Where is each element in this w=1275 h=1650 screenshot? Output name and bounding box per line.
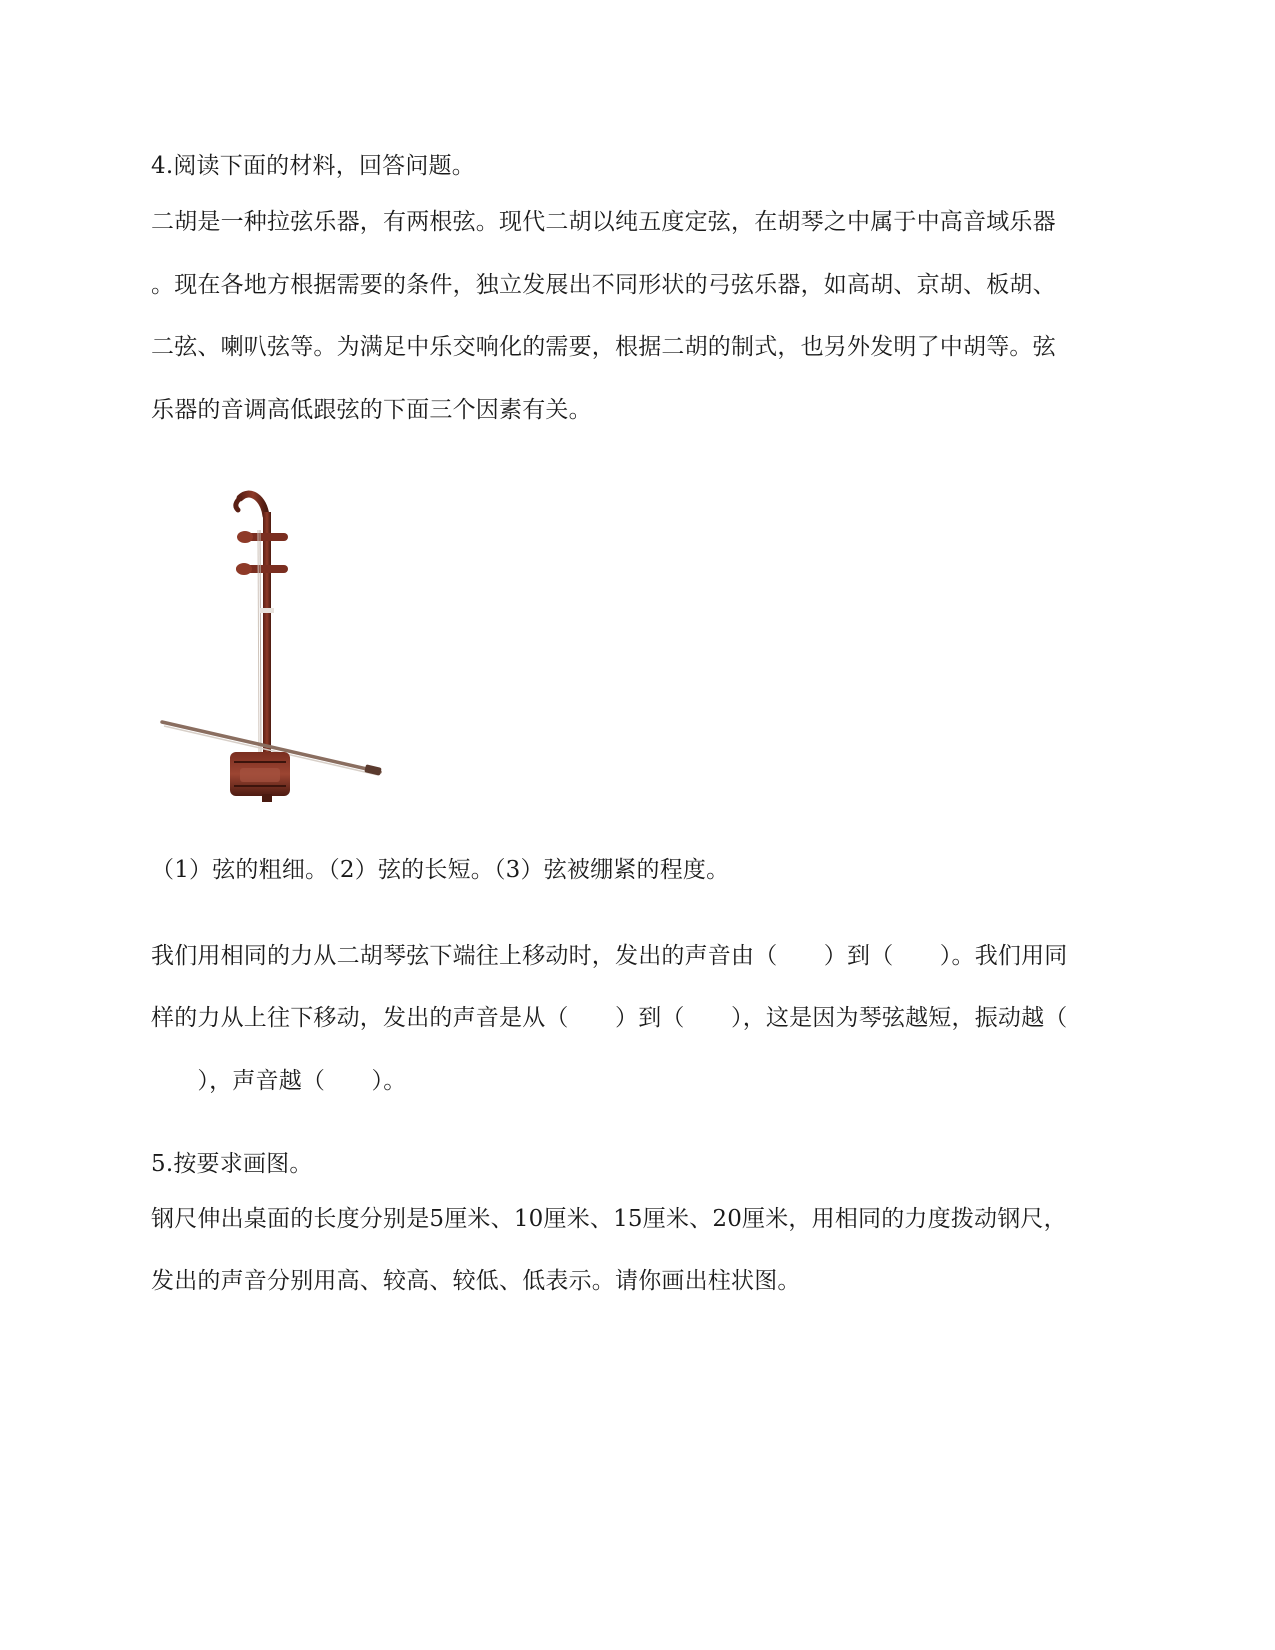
question-5-line-2: 发出的声音分别用高、较高、较低、低表示。请你画出柱状图。 — [151, 1268, 801, 1294]
fill-in-line-1: 我们用相同的力从二胡琴弦下端往上移动时，发出的声音由（ ）到（ ）。我们用同 — [151, 943, 1068, 969]
factors-line: （1）弦的粗细。（2）弦的长短。（3）弦被绷紧的程度。 — [151, 857, 730, 883]
question-5-title: 5.按要求画图。 — [151, 1151, 313, 1177]
fill-in-line-2: 样的力从上往下移动，发出的声音是从（ ）到（ ），这是因为琴弦越短，振动越（ — [151, 1005, 1068, 1031]
paragraph-line-2: 。现在各地方根据需要的条件，独立发展出不同形状的弓弦乐器，如高胡、京胡、板胡、 — [151, 272, 1056, 298]
paragraph-line-1: 二胡是一种拉弦乐器，有两根弦。现代二胡以纯五度定弦，在胡琴之中属于中高音域乐器 — [151, 209, 1056, 235]
paragraph-line-3: 二弦、喇叭弦等。为满足中乐交响化的需要，根据二胡的制式，也另外发明了中胡等。弦 — [151, 334, 1056, 360]
erhu-image — [160, 490, 400, 835]
fill-in-line-3: ），声音越（ ）。 — [151, 1068, 407, 1094]
paragraph-line-4: 乐器的音调高低跟弦的下面三个因素有关。 — [151, 397, 592, 423]
question-5-line-1: 钢尺伸出桌面的长度分别是5厘米、10厘米、15厘米、20厘米，用相同的力度拨动钢尺， — [151, 1206, 1067, 1232]
question-4-title: 4.阅读下面的材料，回答问题。 — [151, 153, 475, 179]
